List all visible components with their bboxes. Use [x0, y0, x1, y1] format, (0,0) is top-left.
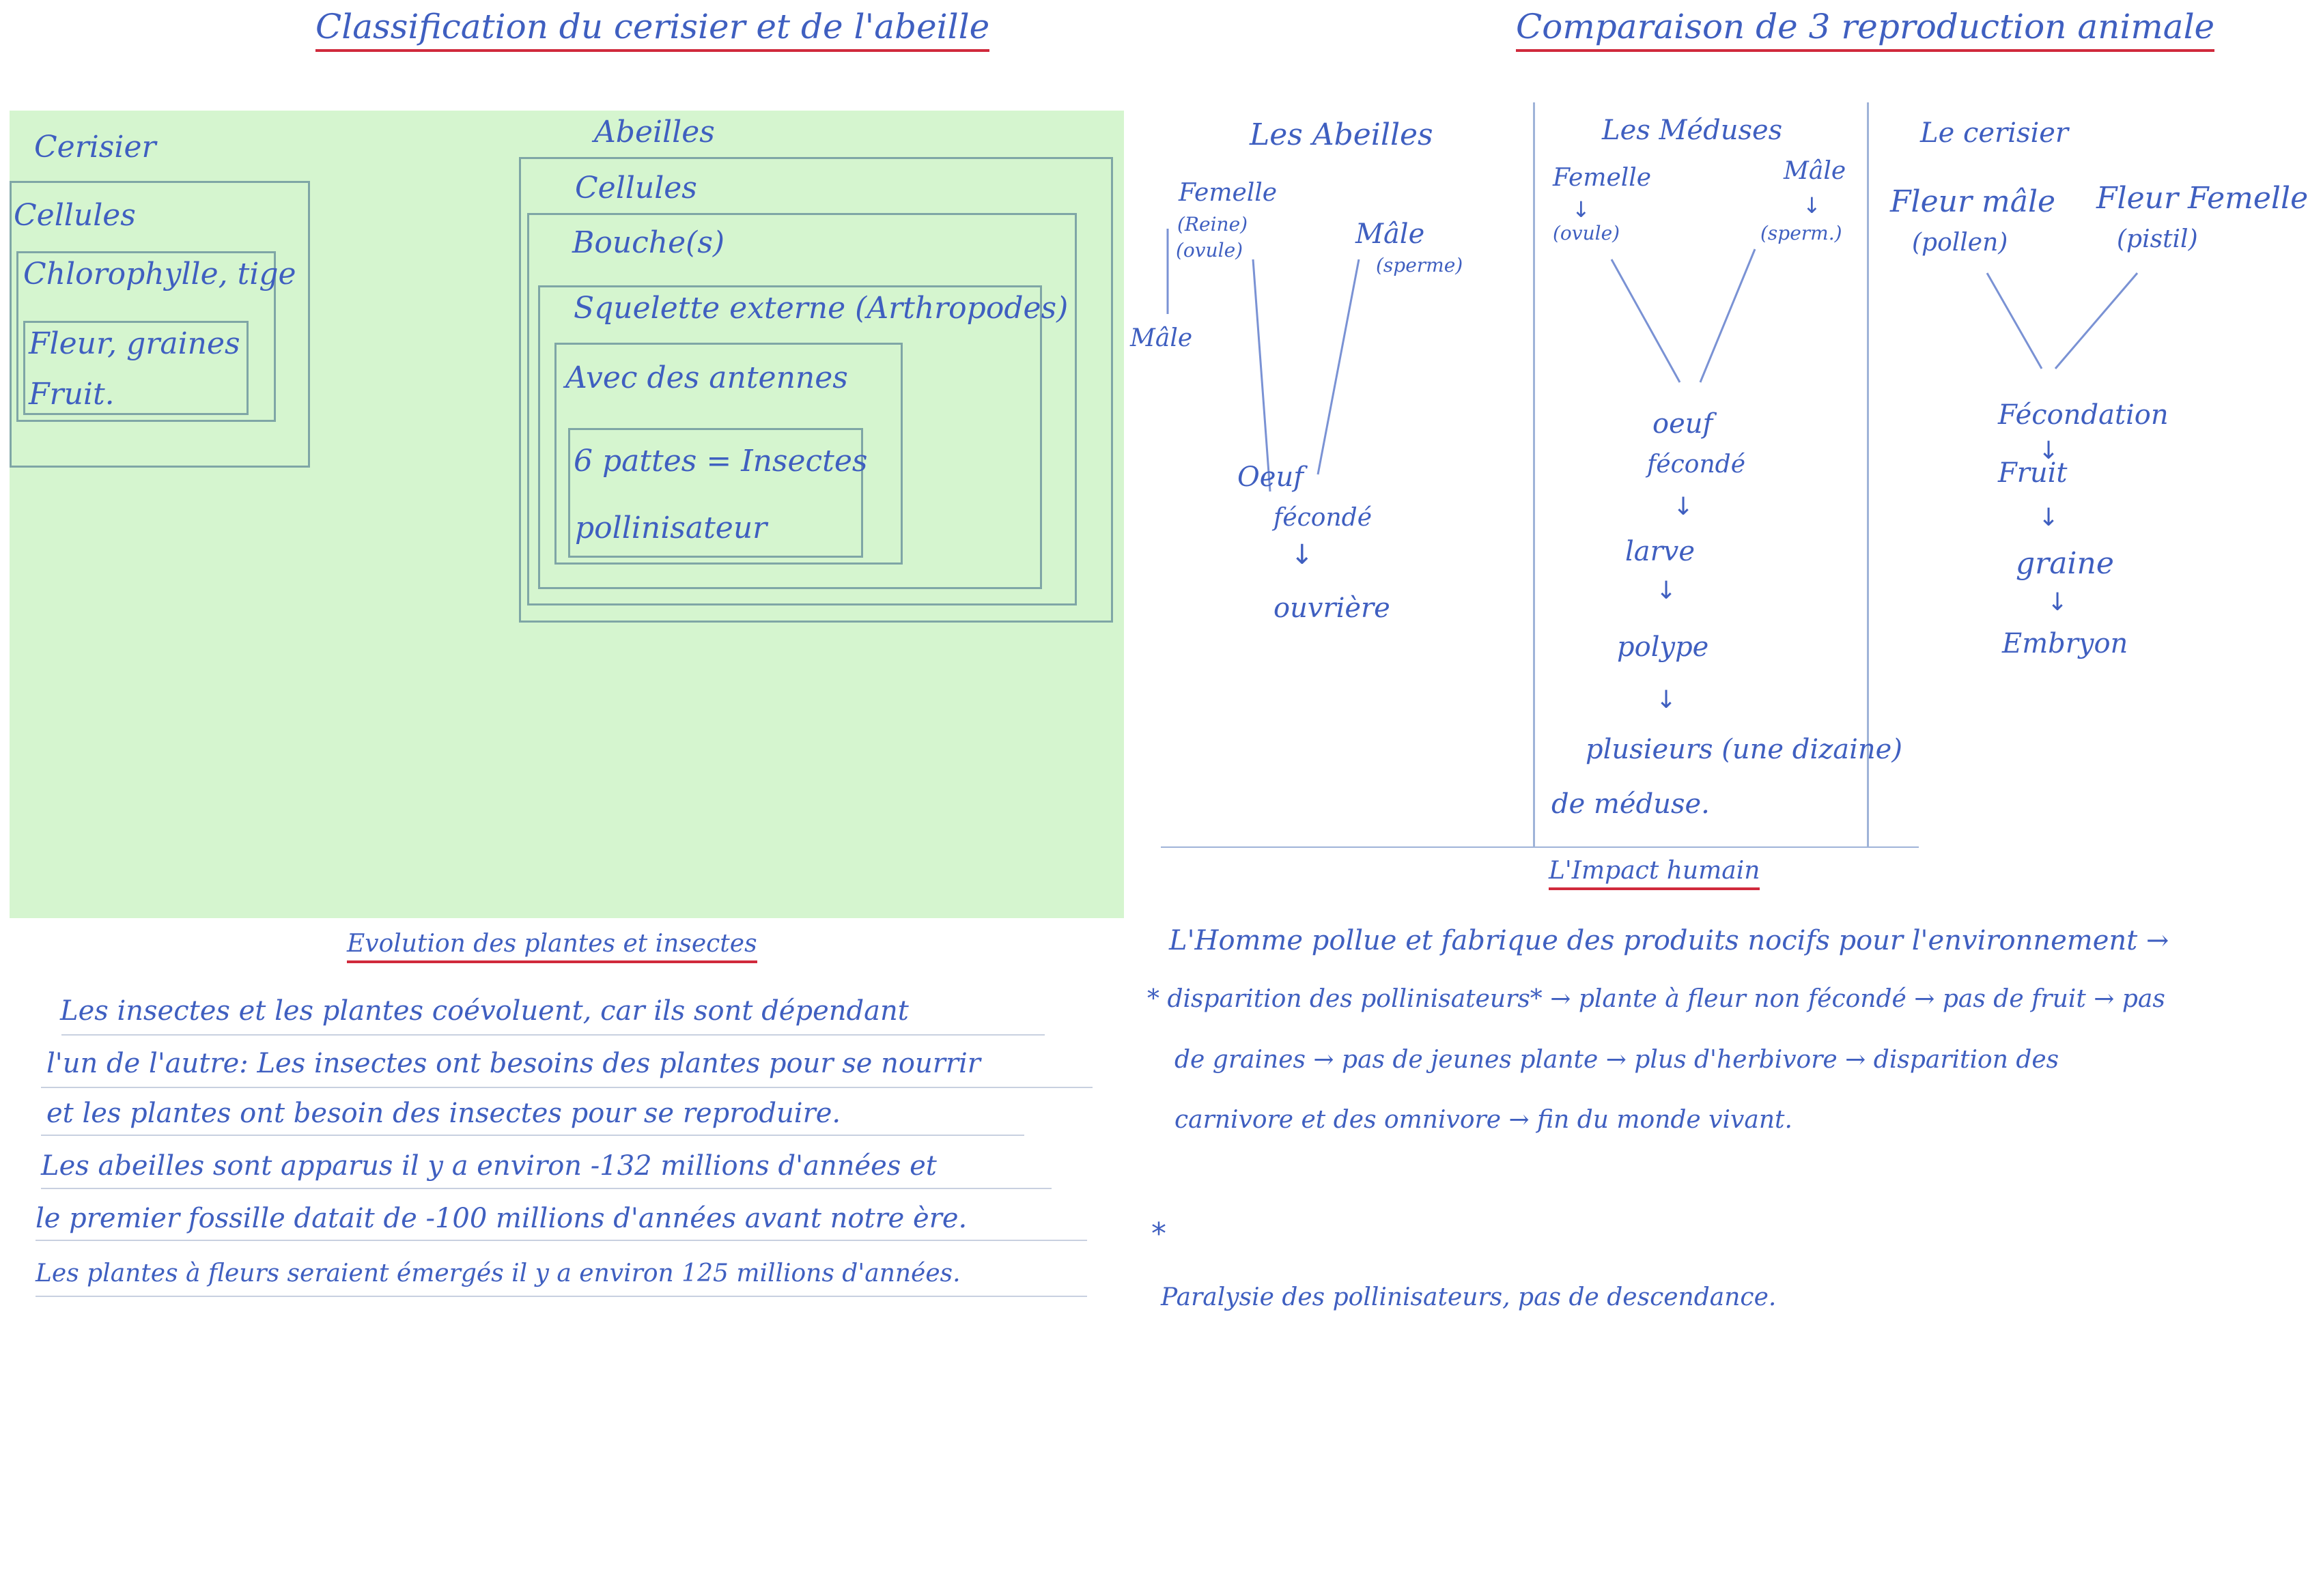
cerisier-arrow-1: ↓	[2038, 437, 2059, 465]
meduses-male: Mâle	[1784, 157, 1846, 185]
abeilles-heading: Les Abeilles	[1250, 117, 1433, 152]
abeilles-ovule: (ovule)	[1176, 239, 1243, 261]
cerisier-femelle-line	[2055, 273, 2137, 369]
meduses-meduse: de méduse.	[1551, 788, 1710, 820]
paper-line	[41, 1135, 1024, 1136]
abeilles-oeuf: Oeuf	[1237, 461, 1304, 493]
cerisier-pistil: (pistil)	[2117, 225, 2198, 253]
classification-title: Classification du cerisier et de l'abeille	[315, 7, 989, 52]
impact-line-4: carnivore et des omnivore → fin du monde vivant.	[1174, 1106, 1792, 1134]
abeilles-male-line	[1318, 259, 1359, 474]
meduses-ovule: (ovule)	[1553, 222, 1620, 244]
abeilles-level-cellules: Cellules	[575, 171, 697, 205]
cerisier-male-line	[1987, 273, 2042, 369]
evolution-line-1: Les insectes et les plantes coévoluent, car ils sont dépendant	[60, 995, 909, 1027]
meduses-arrow-1: ↓	[1673, 493, 1694, 521]
meduses-femelle-line	[1612, 259, 1680, 382]
abeilles-sperme: (sperme)	[1376, 254, 1463, 276]
cerisier-level-chlorophylle: Chlorophylle, tige	[23, 257, 296, 291]
abeilles-level-bouche: Bouche(s)	[572, 225, 725, 260]
paper-line	[61, 1034, 1045, 1036]
paper-line	[36, 1240, 1087, 1241]
cerisier-fruit: Fruit	[1998, 457, 2068, 489]
cerisier-comp-heading: Le cerisier	[1920, 117, 2069, 149]
evolution-title: Evolution des plantes et insectes	[347, 930, 757, 963]
impact-footnote-marker: *	[1151, 1216, 1166, 1251]
impact-line-1: L'Homme pollue et fabrique des produits nocifs pour l'environnement →	[1169, 925, 2169, 956]
meduses-male-arrow: ↓	[1803, 193, 1821, 218]
meduses-sperme: (sperm.)	[1760, 222, 1842, 244]
impact-line-2: * disparition des pollinisateurs* → plante à fleur non fécondé → pas de fruit → pas	[1147, 985, 2165, 1013]
cerisier-fecondation: Fécondation	[1998, 399, 2169, 431]
evolution-line-4: Les abeilles sont apparus il y a environ -132 millions d'années et	[41, 1150, 937, 1182]
meduses-polype: polype	[1617, 631, 1709, 663]
meduses-arrow-2: ↓	[1656, 577, 1677, 605]
evolution-line-2: l'un de l'autre: Les insectes ont besoins des plantes pour se nourrir	[46, 1048, 981, 1079]
impact-line-3: de graines → pas de jeunes plante → plus d'herbivore → disparition des	[1174, 1046, 2059, 1074]
abeilles-level-antennes: Avec des antennes	[565, 360, 848, 395]
evolution-line-6: Les plantes à fleurs seraient émergés il y a environ 125 millions d'années.	[36, 1259, 961, 1287]
cerisier-graine: graine	[2016, 546, 2114, 581]
paper-line	[41, 1188, 1052, 1189]
abeilles-result: ouvrière	[1273, 593, 1390, 624]
cerisier-heading: Cerisier	[34, 130, 156, 165]
cerisier-arrow-3: ↓	[2047, 588, 2068, 616]
meduses-larve: larve	[1625, 536, 1695, 567]
meduses-plusieurs: plusieurs (une dizaine)	[1586, 734, 1902, 765]
cerisier-level-fleur: Fleur, graines	[29, 326, 240, 361]
impact-footnote: Paralysie des pollinisateurs, pas de descendance.	[1161, 1283, 1777, 1311]
abeilles-male: Mâle	[1355, 218, 1425, 250]
abeilles-femelle: Femelle	[1179, 179, 1278, 207]
cerisier-fleur-male: Fleur mâle	[1890, 184, 2056, 219]
abeilles-reine: (Reine)	[1177, 213, 1248, 236]
impact-title: L'Impact humain	[1549, 857, 1760, 890]
cerisier-pollen: (pollen)	[1912, 229, 2008, 257]
abeilles-level-pollinisateur: pollinisateur	[575, 511, 768, 545]
meduses-male-line	[1700, 249, 1755, 382]
cerisier-fleur-femelle: Fleur Femelle	[2096, 181, 2308, 216]
paper-line	[41, 1087, 1093, 1088]
abeilles-femelle-line	[1253, 259, 1270, 491]
abeilles-arrow-down: ↓	[1291, 539, 1314, 571]
abeilles-class-heading: Abeilles	[594, 115, 715, 149]
meduses-femelle: Femelle	[1553, 164, 1652, 192]
abeilles-male-left: Mâle	[1130, 324, 1193, 352]
meduses-oeuf: oeuf	[1652, 408, 1713, 440]
paper-line	[36, 1296, 1087, 1297]
abeilles-level-insectes: 6 pattes = Insectes	[574, 444, 868, 479]
cerisier-level-cellules: Cellules	[14, 198, 136, 233]
cerisier-arrow-2: ↓	[2038, 504, 2059, 532]
meduses-arrow-3: ↓	[1656, 686, 1677, 714]
cerisier-level-fruit: Fruit.	[29, 377, 115, 412]
meduses-heading: Les Méduses	[1602, 115, 1783, 146]
evolution-line-5: le premier fossille datait de -100 millions d'années avant notre ère.	[36, 1203, 968, 1234]
comparison-title: Comparaison de 3 reproduction animale	[1516, 7, 2214, 52]
abeilles-level-squelette: Squelette externe (Arthropodes)	[574, 291, 1069, 326]
meduses-feconde: fécondé	[1647, 451, 1745, 479]
evolution-line-3: et les plantes ont besoin des insectes pour se reproduire.	[46, 1098, 841, 1129]
meduses-femelle-arrow: ↓	[1572, 197, 1590, 223]
cerisier-embryon: Embryon	[2002, 628, 2128, 659]
abeilles-feconde: fécondé	[1273, 504, 1372, 532]
